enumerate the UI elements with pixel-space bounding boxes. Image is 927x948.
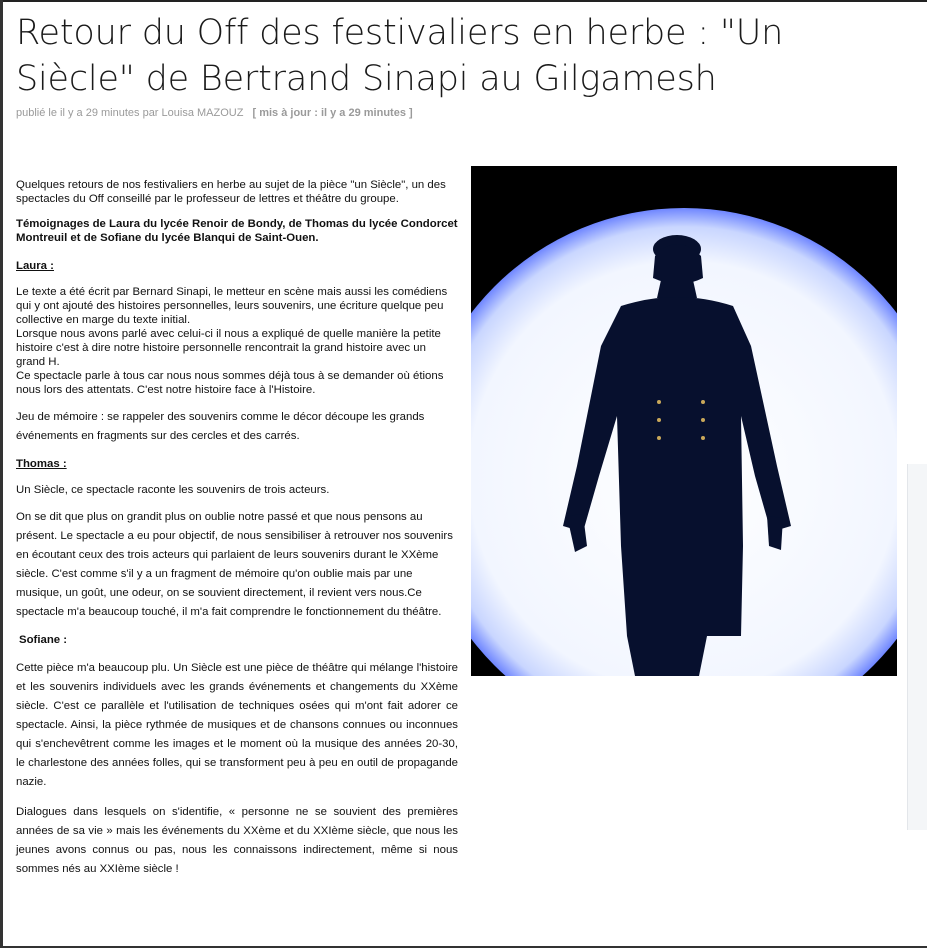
updated-info: [ mis à jour : il y a 29 minutes ]	[252, 107, 413, 119]
sofiane-heading: Sofiane :	[19, 634, 68, 646]
stage-silhouette-image	[471, 166, 897, 676]
laura-paragraph-4: Jeu de mémoire : se rappeler des souvenirs comme le décor découpe les grands événements en fragments sur des cercles et des carrés.	[16, 411, 425, 442]
thomas-paragraph-1: Un Siècle, ce spectacle raconte les souvenirs de trois acteurs.	[16, 484, 330, 496]
article-meta	[16, 107, 413, 119]
sofiane-paragraph-2: Dialogues dans lesquels on s'identifie, « personne ne se souvient des premières années de sa vie » mais les événements du XXème et du XXIème siècle, que nous les jeunes avons connus ou pas, nous les connaissons indirectement, même si nous sommes nés au XXIème siècle !	[16, 806, 458, 875]
testimonials-intro: Témoignages de Laura du lycée Renoir de Bondy, de Thomas du lycée Condorcet Montreuil et de Sofiane du lycée Blanqui de Saint-Ouen.	[16, 218, 458, 244]
thomas-paragraph-2: On se dit que plus on grandit plus on oublie notre passé et que nous pensons au présent. Le spectacle a eu pour objectif, de nous sensibiliser à retrouver nos souvenirs en écoutant ceux des trois acteurs qui parlaient de leurs souvenirs durant le XXème siècle. C'est comme s'il y a un fragment de mémoire qu'on oublie mais par une musique, un goût, une odeur, on se souvient directement, il revient vers nous.Ce spectacle m'a beaucoup touché, il m'a fait comprendre le fonctionnement du théâtre.	[16, 511, 453, 618]
laura-paragraph-1: Le texte a été écrit par Bernard Sinapi, le metteur en scène mais aussi les comédiens qui y ont ajouté des histoires personnelles, leurs souvenirs, une écriture quelque peu collective en marge du texte initial.	[16, 286, 448, 326]
laura-paragraph-3: Ce spectacle parle à tous car nous nous sommes déjà tous à se demander où étions nous lors des attentats. C'est notre histoire face à l'Histoire.	[16, 370, 444, 396]
left-border	[0, 0, 3, 948]
sofiane-paragraph-1: Cette pièce m'a beaucoup plu. Un Siècle est une pièce de théâtre qui mélange l'histoire et les souvenirs individuels avec les grands événements et changements du XXème siècle. C'est ce parallèle et l'utilisation de techniques osées qui m'ont fait adorer ce spectacle. Ainsi, la pièce rythmée de musiques et de chansons connues ou inconnues qui s'enchevêtrent comme les images et le moment où la musique des années 20-30, le charlestone des années folles, qui se transforment peu à peu en outil de propagande nazie.	[16, 662, 458, 788]
article-body	[16, 178, 458, 890]
published-info: publié le il y a 29 minutes par Louisa MAZOUZ	[16, 107, 244, 119]
article-photo	[471, 166, 897, 676]
top-border	[0, 0, 927, 2]
article-title: Retour du Off des festivaliers en herbe : "Un Siècle" de Bertrand Sinapi au Gilgamesh	[16, 13, 784, 99]
laura-heading: Laura :	[16, 260, 54, 272]
side-panel	[907, 464, 927, 830]
laura-paragraph-2: Lorsque nous avons parlé avec celui-ci il nous a expliqué de quelle manière la petite histoire c'est à dire notre histoire personnelle rencontrait la grand histoire avec un grand H.	[16, 328, 441, 368]
thomas-heading: Thomas :	[16, 458, 67, 470]
intro-paragraph: Quelques retours de nos festivaliers en herbe au sujet de la pièce "un Siècle", un des spectacles du Off conseillé par le professeur de lettres et théâtre du groupe.	[16, 179, 446, 205]
